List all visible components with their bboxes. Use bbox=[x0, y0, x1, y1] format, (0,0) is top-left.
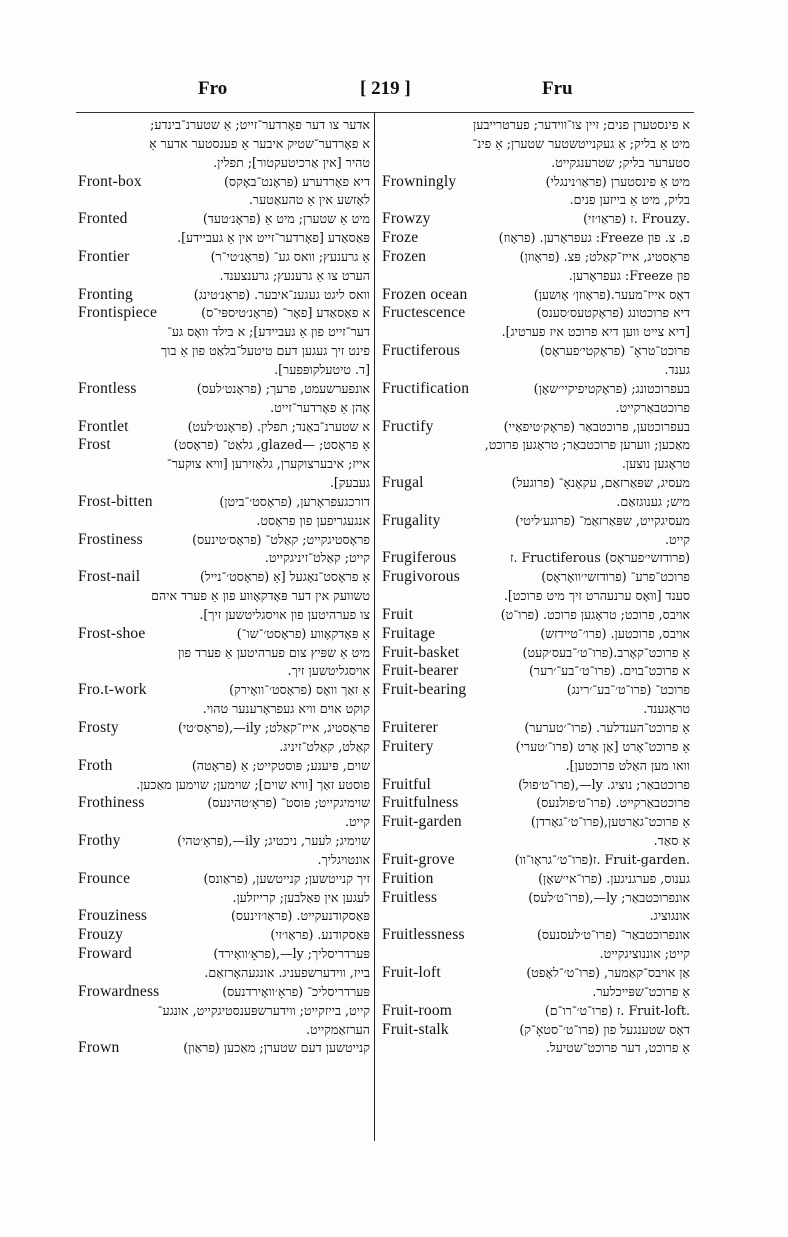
yiddish-definition: אונגוציג. bbox=[649, 908, 690, 924]
yiddish-definition: וואו מען האַלט פרוכטען]. bbox=[565, 757, 690, 773]
headword: Froth bbox=[78, 756, 113, 774]
dictionary-continuation-line bbox=[78, 399, 370, 418]
dictionary-entry-line bbox=[382, 568, 690, 587]
dictionary-entry-line bbox=[78, 926, 370, 945]
yiddish-definition: טראָגענד. bbox=[643, 701, 690, 717]
yiddish-definition: פּאַסקודנע. (פראַו׳זי) bbox=[270, 927, 370, 943]
dictionary-continuation-line bbox=[78, 644, 370, 663]
dictionary-entry-line bbox=[78, 1039, 370, 1058]
yiddish-definition: אנגעגריפען פון פראָסט. bbox=[256, 512, 370, 528]
dictionary-continuation-line bbox=[382, 945, 690, 964]
dictionary-entry-line bbox=[382, 418, 690, 437]
dictionary-entry-line bbox=[78, 625, 370, 644]
dictionary-entry-line bbox=[382, 738, 690, 757]
yiddish-definition: אונפערשעמט, פרעך; (פראָנט׳לעס) bbox=[196, 380, 370, 396]
headword: Fructescence bbox=[382, 304, 466, 322]
dictionary-continuation-line bbox=[78, 455, 370, 474]
dictionary-continuation-line bbox=[382, 135, 690, 154]
dictionary-continuation-line bbox=[78, 512, 370, 531]
dictionary-entry-line bbox=[78, 832, 370, 851]
yiddish-definition: פּאַסקודנעקייט. (פראַו׳זינעס) bbox=[230, 908, 370, 924]
headword: Fro.t-work bbox=[78, 681, 147, 699]
yiddish-definition: אַ גרענעץ; וואס גע־ (פראָנ׳טי־ר) bbox=[210, 248, 370, 264]
headword: Frostiness bbox=[78, 530, 143, 548]
yiddish-definition: אונפרוכטבאַר־ (פרו־ט׳לעסנעס) bbox=[536, 927, 690, 943]
yiddish-definition: פראָסטיגקייט; קאַלט־ (פראָס׳טינעס) bbox=[192, 531, 370, 547]
dictionary-continuation-line bbox=[78, 135, 370, 154]
yiddish-definition: פרוכט־טראָ־ (פראָקטי׳פעראָס) bbox=[539, 343, 690, 359]
dictionary-continuation-line bbox=[78, 889, 370, 908]
dictionary-entry-line bbox=[382, 719, 690, 738]
yiddish-definition: אַ פרוכט־קאָרב.(פרו־ט׳־בעס׳קעט) bbox=[522, 644, 690, 660]
dictionary-continuation-line bbox=[382, 436, 690, 455]
dictionary-entry-line bbox=[78, 380, 370, 399]
yiddish-definition: מעסיג, שפּאַרזאַם, עקאָנאָ־ (פרוגעל) bbox=[511, 475, 690, 491]
yiddish-definition: אדער צו דער פאָרדער־זייט; אַ שטערנ־בינדע; bbox=[150, 117, 370, 132]
dictionary-continuation-line bbox=[382, 700, 690, 719]
yiddish-definition: פּערדריסליך; ly—,(פראָ׳וואָירד) bbox=[213, 946, 370, 962]
dictionary-continuation-line bbox=[382, 267, 690, 286]
dictionary-continuation-line bbox=[78, 474, 370, 493]
yiddish-definition: פראָסטיג, אייז־קאַלט; ily—,(פראָס׳טי) bbox=[177, 720, 370, 735]
yiddish-definition: אַ פרוכט־גאַרטען,(פרו־ט׳־גאַרדן) bbox=[530, 814, 690, 830]
yiddish-definition: פראָסטיג, אייז־קאַלט; פּצ. (פראָוזן) bbox=[519, 248, 690, 264]
headword: Frosty bbox=[78, 719, 119, 736]
yiddish-definition: דאָס שטענגעל פון (פרו־ט׳־סטאָ־ק) bbox=[519, 1021, 690, 1037]
headword: Frowzy bbox=[382, 210, 431, 228]
dictionary-continuation-line bbox=[78, 1021, 370, 1040]
dictionary-entry-line bbox=[78, 681, 370, 700]
header-left-guideword: Fro bbox=[198, 78, 228, 99]
yiddish-definition: פרוכט־ (פרו־ט׳־בע־׳רינג) bbox=[566, 682, 690, 698]
yiddish-definition: קייט; אוננוציגקייט. bbox=[599, 946, 690, 962]
dictionary-entry-line bbox=[382, 794, 690, 813]
headword: Froward bbox=[78, 945, 132, 963]
dictionary-entry-line bbox=[382, 681, 690, 700]
dictionary-entry-line bbox=[382, 851, 690, 870]
dictionary-continuation-line bbox=[382, 154, 690, 173]
dictionary-entry-line bbox=[382, 889, 690, 908]
yiddish-definition: שוימיג; לעער, ניכטיג; ily—,(פראָ׳טהי) bbox=[177, 833, 370, 849]
headword: Fruit-grove bbox=[382, 850, 455, 868]
yiddish-definition: פוסטע זאַך [וויא שוים]; שוימען; שוימען מאַכען. bbox=[136, 776, 370, 792]
headword: Frowardness bbox=[78, 982, 160, 1000]
headword: Fruit-basket bbox=[382, 643, 460, 661]
yiddish-definition: דיא פאָרדערע (פראָנט־באָקס) bbox=[224, 173, 370, 189]
yiddish-definition: אויבס, פרוכט; טראָגען פרוכט. (פרו־ט) bbox=[500, 606, 690, 622]
dictionary-entry-line bbox=[78, 719, 370, 738]
dictionary-continuation-line bbox=[78, 700, 370, 719]
dictionary-entry-line bbox=[78, 418, 370, 437]
dictionary-continuation-line bbox=[78, 191, 370, 210]
headword: Frowningly bbox=[382, 172, 457, 190]
yiddish-definition: פרוכטבאַרקייט. bbox=[615, 399, 690, 415]
yiddish-definition: קנייטשען דעם שטערן; מאַכען (פראַון) bbox=[183, 1040, 370, 1056]
header-rule bbox=[76, 112, 694, 113]
headword: Froze bbox=[382, 229, 419, 247]
yiddish-definition: פּערדריסליכ־ (פראָ׳וואָירדנעס) bbox=[222, 983, 370, 999]
yiddish-definition: מאַכען; ווערען פרוכטבאַר; טראָגען פרוכט, bbox=[484, 437, 690, 453]
dictionary-continuation-line bbox=[78, 776, 370, 795]
yiddish-definition: אַ פרוכט־שפּייכלער. bbox=[592, 983, 690, 999]
yiddish-definition: אונפרוכטבאַר; ly—,(פרו־ט׳לעס) bbox=[528, 889, 690, 905]
dictionary-continuation-line bbox=[78, 323, 370, 342]
yiddish-definition: שוימיגקייט; פּוסט־ (פראָ׳טהינעס) bbox=[207, 795, 370, 811]
headword: Frugal bbox=[382, 474, 424, 492]
page-number: [ 219 ] bbox=[360, 78, 411, 99]
headword: Frozen bbox=[382, 247, 427, 265]
yiddish-definition: אַ פרוכט, דער פרוכט־שטיעל. bbox=[545, 1040, 690, 1056]
dictionary-entry-line bbox=[382, 210, 690, 229]
dictionary-continuation-line bbox=[78, 116, 370, 135]
right-column bbox=[382, 116, 690, 1058]
yiddish-definition: קייט, בייזקייט; ווידערשפּענסטיגקייט, אונגע־ bbox=[157, 1002, 370, 1018]
dictionary-entry-line bbox=[382, 304, 690, 323]
dictionary-continuation-line bbox=[78, 229, 370, 248]
headword: Frozen ocean bbox=[382, 285, 468, 303]
dictionary-entry-line bbox=[78, 248, 370, 267]
yiddish-definition: בעפרוכטען, פרוכטבאַר (פראָק׳טיפאַיי) bbox=[503, 418, 690, 434]
dictionary-entry-line bbox=[78, 757, 370, 776]
yiddish-definition: .Fruit-loft .ז (פרו־ט׳־רו־ם) bbox=[544, 1002, 690, 1018]
yiddish-definition: א שטערנ־באַנד; תפלין. (פראָנט׳לעט) bbox=[187, 418, 370, 434]
left-column bbox=[78, 116, 370, 1058]
headword: Fruitery bbox=[382, 737, 434, 755]
dictionary-entry-line bbox=[78, 493, 370, 512]
dictionary-entry-line bbox=[78, 983, 370, 1002]
dictionary-continuation-line bbox=[382, 493, 690, 512]
headword: Fruit-loft bbox=[382, 963, 441, 981]
dictionary-continuation-line bbox=[78, 851, 370, 870]
headword: Frounce bbox=[78, 869, 131, 887]
dictionary-entry-line bbox=[78, 210, 370, 229]
dictionary-continuation-line bbox=[382, 757, 690, 776]
dictionary-entry-line bbox=[382, 625, 690, 644]
yiddish-definition: פרוכטבאַרקייט. (פרו־ט׳פולנעס) bbox=[536, 795, 690, 811]
dictionary-continuation-line bbox=[78, 267, 370, 286]
dictionary-continuation-line bbox=[78, 342, 370, 361]
headword: Frontispiece bbox=[78, 304, 158, 322]
yiddish-definition: מיט אַ פינסטערן (פראַו׳נינגלי) bbox=[545, 173, 690, 189]
headword: Fruit-stalk bbox=[382, 1020, 449, 1038]
dictionary-entry-line bbox=[382, 813, 690, 832]
dictionary-continuation-line bbox=[78, 738, 370, 757]
headword: Fruit-bearing bbox=[382, 681, 467, 699]
yiddish-definition: קייט. bbox=[665, 531, 690, 547]
dictionary-entry-line bbox=[78, 304, 370, 323]
dictionary-entry-line bbox=[78, 173, 370, 192]
dictionary-continuation-line bbox=[382, 983, 690, 1002]
yiddish-definition: אויבס, פרוכטען. (פרו׳־טיידזש) bbox=[540, 625, 690, 641]
dictionary-entry-line bbox=[382, 474, 690, 493]
dictionary-entry-line bbox=[382, 964, 690, 983]
headword: Frost-shoe bbox=[78, 624, 146, 642]
headword: Frost-bitten bbox=[78, 492, 153, 510]
headword: Frouziness bbox=[78, 907, 148, 925]
headword: Fruitful bbox=[382, 775, 431, 793]
dictionary-continuation-line bbox=[78, 606, 370, 625]
dictionary-entry-line bbox=[382, 1002, 690, 1021]
dictionary-entry-line bbox=[382, 1021, 690, 1040]
dictionary-entry-line bbox=[382, 606, 690, 625]
dictionary-entry-line bbox=[382, 512, 690, 531]
dictionary-continuation-line bbox=[382, 323, 690, 342]
yiddish-definition: .Fruit-garden .ז(פרו־ט׳־גראָו־וו) bbox=[514, 851, 690, 867]
headword: Frouzy bbox=[78, 926, 124, 944]
headword: Fruitlessness bbox=[382, 926, 465, 944]
yiddish-definition: אויסגליטשען זיך. bbox=[287, 663, 370, 679]
yiddish-definition: א פאָרדער־שטיק איבער אַ פענסטער אדער אַ bbox=[149, 135, 370, 151]
yiddish-definition: גענוס, פערגניגען. (פרו־אי׳שאָן) bbox=[538, 870, 690, 886]
yiddish-definition: גענד. bbox=[664, 361, 690, 377]
dictionary-entry-line bbox=[382, 776, 690, 795]
dictionary-entry-line bbox=[382, 926, 690, 945]
dictionary-continuation-line bbox=[78, 813, 370, 832]
headword: Fronted bbox=[78, 210, 128, 228]
yiddish-definition: מיט אַ שפּיץ צום פערהיטען אַ פערד פון bbox=[178, 644, 370, 660]
dictionary-continuation-line bbox=[382, 361, 690, 380]
headword: Fruit-room bbox=[382, 1001, 453, 1019]
dictionary-entry-line bbox=[382, 248, 690, 267]
yiddish-definition: אַ פרוכט־אָרט [אַן אָרט (פרו־׳טערי) bbox=[515, 738, 690, 754]
headword: Fruiterer bbox=[382, 719, 439, 736]
running-header bbox=[70, 74, 700, 102]
yiddish-definition: סענד [וואָס ערנעהרט זיך מיט פרוכט]. bbox=[503, 588, 690, 604]
yiddish-definition: אַ פראָסט־נאָגעל [אַ (פראָסט׳־נייל) bbox=[199, 569, 370, 585]
yiddish-definition: קייט. bbox=[345, 814, 370, 830]
yiddish-definition: אייז; איבערצוקערן, גלאַזירען [וויא צוקער־ bbox=[166, 456, 370, 472]
yiddish-definition: בעפרוכטונג; (פראָקטיפיקיי׳שאָן) bbox=[533, 380, 690, 396]
yiddish-definition: אונטויגליך. bbox=[317, 851, 370, 867]
yiddish-definition: א פאַסאַדע [פאָר־ (פראָנ׳טיספּי־ס) bbox=[201, 305, 370, 321]
yiddish-definition: לאָזשע אין אַ טהעאַטער. bbox=[248, 192, 370, 208]
dictionary-entry-line bbox=[382, 644, 690, 663]
yiddish-definition: טהיר [אין אַרכיטעקטור]; תפלין. bbox=[213, 154, 370, 170]
headword: Frothy bbox=[78, 832, 121, 850]
yiddish-definition: פרוכט־פרע־ (פרודזשי׳וואָראָס) bbox=[541, 569, 690, 585]
yiddish-definition: טראָגען נוצען. bbox=[621, 456, 690, 472]
headword: Frost-nail bbox=[78, 568, 141, 586]
yiddish-definition: פּאַסאַדע [פאָרדער־זייט אין אַ געביידע]. bbox=[177, 230, 370, 246]
yiddish-definition: אַ סאַד. bbox=[653, 833, 690, 849]
yiddish-definition: מעסיגקייט, שפּאַרזאַמ־ (פרוגע׳ליטי) bbox=[515, 512, 690, 528]
dictionary-continuation-line bbox=[78, 964, 370, 983]
dictionary-continuation-line bbox=[382, 399, 690, 418]
yiddish-definition: פ. צ. פון Freeze: געפראָרען. (פראָוז) bbox=[498, 230, 690, 246]
headword: Frontlet bbox=[78, 417, 129, 435]
yiddish-definition: (פרודזשי׳פעראָס) Fructiferous .ז bbox=[509, 550, 690, 566]
yiddish-definition: בייז, ווידערשפעניג. אונגעהאָרזאַם. bbox=[204, 964, 370, 980]
yiddish-definition: צו פערהיטען פון אויסגליטשען זיך]. bbox=[199, 606, 370, 622]
headword: Fruit bbox=[382, 605, 414, 623]
headword: Frost bbox=[78, 436, 111, 454]
headword: Fruitage bbox=[382, 624, 436, 642]
yiddish-definition: אַ פראָסט; —glazed, גלאַט־ (פראָסט) bbox=[173, 437, 370, 453]
dictionary-continuation-line bbox=[382, 116, 690, 135]
dictionary-entry-line bbox=[78, 436, 370, 455]
dictionary-entry-line bbox=[78, 568, 370, 587]
yiddish-definition: קייט; קאַלט־זיניגקייט. bbox=[264, 550, 370, 566]
dictionary-entry-line bbox=[382, 342, 690, 361]
dictionary-entry-line bbox=[382, 870, 690, 889]
headword: Fructify bbox=[382, 417, 434, 435]
dictionary-entry-line bbox=[382, 286, 690, 305]
dictionary-continuation-line bbox=[78, 587, 370, 606]
yiddish-definition: קאַלט, קאַלט־זיניג. bbox=[279, 738, 370, 754]
yiddish-definition: אַ זאַך וואָס (פראָסט׳־וואָירק) bbox=[229, 682, 370, 698]
yiddish-definition: דער־זייט פון אַ געביידע]; א בילד וואָס גע־ bbox=[167, 324, 370, 340]
yiddish-definition: מיט אַ בליק; אַ געקנייטשטער שטערן; אַ פינ־ bbox=[472, 135, 690, 151]
dictionary-continuation-line bbox=[382, 832, 690, 851]
headword: Frontless bbox=[78, 379, 137, 397]
headword: Frugivorous bbox=[382, 568, 460, 586]
yiddish-definition: אַ פּאָדקאָווע (פראָסט׳־שו־) bbox=[236, 625, 370, 641]
dictionary-continuation-line bbox=[78, 154, 370, 173]
headword: Fronting bbox=[78, 285, 133, 303]
headword: Front-box bbox=[78, 172, 142, 190]
dictionary-continuation-line bbox=[382, 907, 690, 926]
dictionary-continuation-line bbox=[78, 662, 370, 681]
yiddish-definition: א פרוכט־בוים. (פרו־ט׳־בע־׳רער) bbox=[528, 663, 690, 679]
headword: Fruit-bearer bbox=[382, 662, 459, 680]
dictionary-entry-line bbox=[78, 907, 370, 926]
yiddish-definition: בליק, מיט אַ בייזען פנים. bbox=[569, 192, 690, 208]
dictionary-entry-line bbox=[78, 945, 370, 964]
yiddish-definition: קוקט אוים וויא געפראָרענער טהוי. bbox=[202, 701, 370, 717]
yiddish-definition: אַ פרוכט־הענדלער. (פרו־׳טערער) bbox=[524, 720, 690, 735]
dictionary-continuation-line bbox=[382, 191, 690, 210]
yiddish-definition: אָהן אַ פאָרדער־זייט. bbox=[270, 399, 370, 415]
yiddish-definition: הערזאַמקייט. bbox=[305, 1021, 370, 1037]
dictionary-continuation-line bbox=[382, 1039, 690, 1058]
yiddish-definition: מיש; גענוגזאַם. bbox=[616, 493, 690, 509]
yiddish-definition: זיך קנייטשען; קנייטשען, (פראַונס) bbox=[203, 870, 370, 886]
dictionary-entry-line bbox=[78, 286, 370, 305]
yiddish-definition: [דיא צייט ווען דיא פרוכט איז פערטיג]. bbox=[501, 324, 690, 340]
headword: Fruitfulness bbox=[382, 794, 459, 812]
headword: Fructification bbox=[382, 379, 470, 397]
header-right-guideword: Fru bbox=[542, 78, 573, 99]
headword: Frugality bbox=[382, 511, 441, 529]
yiddish-definition: שוים, פּיענע; פּוסטקייט; אַ (פראָטה) bbox=[191, 757, 370, 773]
yiddish-definition: פון Freeze: געפראָרען. bbox=[568, 267, 690, 283]
dictionary-continuation-line bbox=[382, 455, 690, 474]
yiddish-definition: אַן אויבס־קאַמער, (פרו־ט׳־לאָפט) bbox=[526, 964, 690, 980]
dictionary-entry-line bbox=[382, 173, 690, 192]
yiddish-definition: פינט זיך געגען דעם טיטעל־בלאַט פון אַ בוך bbox=[161, 343, 370, 359]
headword: Fruition bbox=[382, 869, 434, 887]
headword: Frothiness bbox=[78, 794, 145, 812]
headword: Fruitless bbox=[382, 888, 438, 906]
dictionary-continuation-line bbox=[78, 1002, 370, 1021]
yiddish-definition: סטערער בליק; שטרענגקייט. bbox=[551, 154, 690, 170]
yiddish-definition: פרוכטבאַר; נוציג. ly—,(פרו־ט׳פול) bbox=[518, 776, 690, 792]
yiddish-definition: הערט צו אַ גרענעץ; גרענצענד. bbox=[219, 267, 370, 283]
yiddish-definition: א פינסטערן פנים; זיין צו־ווידער; פערטרייבען bbox=[472, 117, 690, 132]
dictionary-continuation-line bbox=[78, 549, 370, 568]
headword: Frontier bbox=[78, 247, 130, 265]
yiddish-definition: דאָס אייז־מעער.(פראָוזן׳ אָושען) bbox=[533, 286, 690, 302]
dictionary-continuation-line bbox=[78, 361, 370, 380]
yiddish-definition: [ד. טיטעלקופּפער]. bbox=[274, 361, 370, 377]
headword: Fructiferous bbox=[382, 342, 461, 360]
yiddish-definition: דיא פרוכטונג (פראָקטעס׳סענס) bbox=[536, 305, 690, 321]
dictionary-entry-line bbox=[382, 549, 690, 568]
dictionary-continuation-line bbox=[382, 587, 690, 606]
dictionary-entry-line bbox=[78, 870, 370, 889]
yiddish-definition: דורכגעפראָרען, (פראָסט׳־ביטן) bbox=[219, 493, 370, 509]
dictionary-entry-line bbox=[78, 531, 370, 550]
yiddish-definition: טשוועק אין דער פּאָדקאָווע פון אַ פערד איהם bbox=[151, 588, 370, 604]
headword: Frown bbox=[78, 1039, 120, 1057]
headword: Frugiferous bbox=[382, 549, 457, 567]
column-divider bbox=[374, 113, 375, 1141]
yiddish-definition: .Frouzy .ז (פראַו׳זי) bbox=[583, 211, 690, 227]
yiddish-definition: געבעק]. bbox=[329, 475, 370, 491]
dictionary-entry-line bbox=[382, 380, 690, 399]
dictionary-entry-line bbox=[382, 662, 690, 681]
yiddish-definition: מיט אַ שטערן; מיט אַ (פראָנ׳טעד) bbox=[202, 211, 370, 227]
dictionary-continuation-line bbox=[382, 531, 690, 550]
yiddish-definition: לעגען אין פאַלבען; קרייזלען. bbox=[232, 889, 370, 905]
dictionary-entry-line bbox=[78, 794, 370, 813]
headword: Fruit-garden bbox=[382, 813, 462, 831]
dictionary-entry-line bbox=[382, 229, 690, 248]
yiddish-definition: וואס ליגט געגענ־איבער. (פראָנ׳טינג) bbox=[193, 286, 370, 302]
